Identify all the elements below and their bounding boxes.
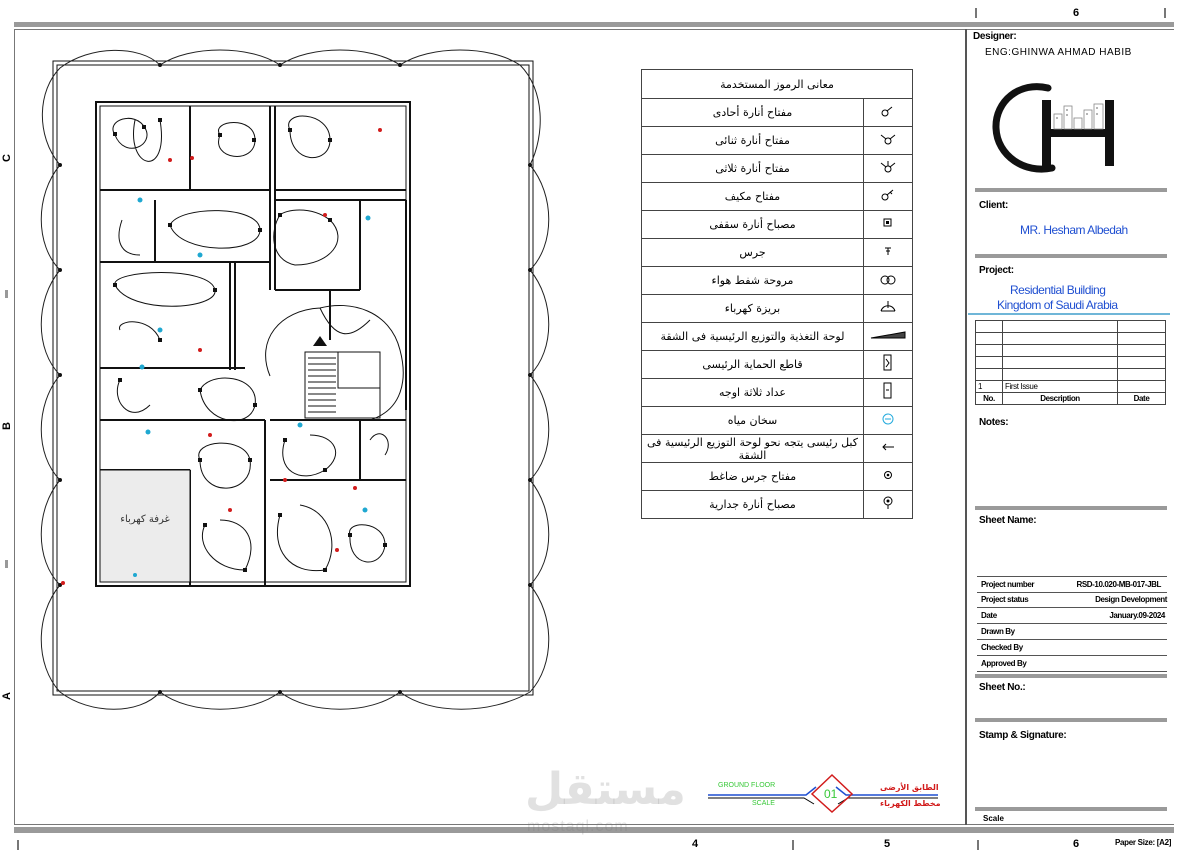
bell-push-icon	[864, 463, 913, 491]
revision-number: 1	[976, 381, 1003, 393]
revision-row	[976, 381, 1166, 393]
approved-by-label: Approved By	[981, 659, 1027, 668]
legend-row	[642, 379, 913, 407]
grid-letter: B	[0, 422, 13, 430]
drawing-title-arabic-2: مخطط الكهرباء	[880, 799, 941, 808]
grid-tick	[975, 8, 977, 18]
drawing-number: 01	[824, 787, 838, 801]
watermark-arabic: مستقل	[525, 764, 686, 815]
legend-row	[642, 127, 913, 155]
project-status-label: Project status	[981, 595, 1029, 604]
revision-header: No.	[976, 393, 1003, 405]
legend-label: جرس	[642, 239, 864, 267]
grid-tick	[792, 840, 794, 850]
client-name: MR. Hesham Albedah	[1020, 223, 1128, 237]
legend-row	[642, 351, 913, 379]
legend-row	[642, 323, 913, 351]
legend-row	[642, 211, 913, 239]
legend-row	[642, 99, 913, 127]
titleblock-divider-bar	[975, 254, 1167, 258]
grid-number-bottom: 5	[884, 838, 891, 850]
project-status-value: Design Development	[1095, 595, 1167, 604]
exhaust-fan-icon	[864, 267, 913, 295]
revision-header: Date	[1118, 393, 1166, 405]
stair-treads	[308, 358, 336, 412]
legend-row	[642, 239, 913, 267]
legend-label: مصباح أنارة جدارية	[642, 491, 864, 519]
frame-left-line	[14, 29, 15, 825]
revision-header: Description	[1003, 393, 1118, 405]
legend-label: مفتاح مكيف	[642, 183, 864, 211]
designer-name: ENG:GHINWA AHMAD HABIB	[985, 47, 1132, 58]
company-logo	[990, 76, 1140, 181]
legend-header-row	[642, 70, 913, 99]
single-switch-icon	[864, 99, 913, 127]
socket-icon	[864, 295, 913, 323]
date-value: January.09-2024	[1109, 611, 1165, 620]
grid-letter: A	[0, 692, 13, 700]
water-heater-icon	[864, 407, 913, 435]
client-label: Client:	[979, 200, 1009, 211]
legend-row	[642, 435, 913, 463]
legend-label: سخان مياه	[642, 407, 864, 435]
revision-description: First Issue	[1003, 381, 1118, 393]
project-title-line1: Residential Building	[1010, 283, 1106, 297]
drawing-title-scale: SCALE	[752, 800, 775, 807]
project-label: Project:	[979, 265, 1014, 276]
bell-icon	[864, 239, 913, 267]
ac-switch-icon	[864, 183, 913, 211]
legend-label: قاطع الحماية الرئيسى	[642, 351, 864, 379]
double-switch-icon	[864, 127, 913, 155]
revision-header-row	[976, 393, 1166, 405]
revision-row	[976, 345, 1166, 357]
project-number-label: Project number	[981, 580, 1035, 589]
project-underline	[968, 313, 1170, 315]
frame-top-line	[14, 29, 1174, 30]
legend-label: مفتاح جرس ضاغط	[642, 463, 864, 491]
revision-row	[976, 357, 1166, 369]
legend-label: مفتاح أنارة ثنائى	[642, 127, 864, 155]
legend-label: مروحة شفط هواء	[642, 267, 864, 295]
revision-row	[976, 333, 1166, 345]
drawing-title-floor: GROUND FLOOR	[718, 782, 776, 789]
legend-row	[642, 155, 913, 183]
grid-tick	[17, 840, 19, 850]
grid-tick	[1164, 8, 1166, 18]
titleblock-divider-bar	[975, 506, 1167, 510]
main-breaker-icon	[864, 351, 913, 379]
date-row	[977, 608, 1167, 624]
electric-room-label: غرفة كهرباء	[120, 514, 170, 525]
project-number-row	[977, 576, 1167, 593]
titleblock-divider-bar	[975, 674, 1167, 678]
legend-label: بريزة كهرباء	[642, 295, 864, 323]
scale-label: Scale	[983, 814, 1004, 823]
revision-table	[975, 320, 1166, 405]
titleblock-divider-bar	[975, 718, 1167, 722]
date-label: Date	[981, 611, 997, 620]
frame-top-bar	[14, 22, 1174, 27]
grid-number-bottom: 4	[692, 838, 699, 850]
wall-light-icon	[864, 491, 913, 519]
legend-row	[642, 407, 913, 435]
three-phase-meter-icon	[864, 379, 913, 407]
legend-row	[642, 183, 913, 211]
titleblock-divider	[965, 29, 967, 825]
drawn-by-row	[977, 624, 1167, 640]
site-boundary	[53, 61, 533, 695]
distribution-panel-icon	[864, 323, 913, 351]
stair-landing	[338, 352, 380, 388]
revision-row	[976, 369, 1166, 381]
drawing-title-arabic-1: الطابق الأرضى	[880, 783, 939, 792]
legend-label: لوحة التغذية والتوزيع الرئيسية فى الشقة	[642, 323, 864, 351]
paper-size: Paper Size: [A2]	[1115, 838, 1172, 847]
grid-letter: C	[0, 154, 13, 162]
drawn-by-label: Drawn By	[981, 627, 1015, 636]
legend-row	[642, 463, 913, 491]
grid-tick	[5, 290, 8, 298]
sheet-name-label: Sheet Name:	[979, 515, 1037, 526]
legend-label: مصباح أنارة سقفى	[642, 211, 864, 239]
legend-row	[642, 295, 913, 323]
grid-number-bottom: 6	[1073, 838, 1080, 850]
approved-by-row	[977, 656, 1167, 672]
floor-plan	[30, 40, 560, 720]
stamp-signature-label: Stamp & Signature:	[979, 730, 1067, 741]
legend-label: عداد ثلاثة اوجه	[642, 379, 864, 407]
project-title-line2: Kingdom of Saudi Arabia	[997, 298, 1118, 312]
symbol-legend	[641, 69, 913, 519]
legend-title: معانى الرموز المستخدمة	[642, 70, 913, 99]
ceiling-light-icon	[864, 211, 913, 239]
stair	[305, 352, 380, 418]
legend-label: مفتاح أنارة أحادى	[642, 99, 864, 127]
grid-tick	[977, 840, 979, 850]
electric-room	[100, 470, 190, 582]
titleblock-divider-bar	[975, 188, 1167, 192]
sheet-no-label: Sheet No.:	[979, 682, 1026, 693]
core-arcs	[266, 305, 404, 420]
cable-arrow-icon	[864, 435, 913, 463]
site-boundary-inner	[57, 65, 529, 691]
project-status-row	[977, 592, 1167, 608]
titleblock-divider-bar	[975, 807, 1167, 811]
legend-label: كبل رئيسى يتجه نحو لوحة التوزيع الرئيسية فى الشقة	[642, 435, 864, 463]
triple-switch-icon	[864, 155, 913, 183]
watermark-latin: mostaql.com	[527, 818, 629, 835]
revision-row	[976, 321, 1166, 333]
legend-label: مفتاح أنارة ثلاثى	[642, 155, 864, 183]
legend-row	[642, 491, 913, 519]
notes-label: Notes:	[979, 417, 1009, 428]
designer-label: Designer:	[973, 31, 1017, 42]
project-number-value: RSD-10.020-MB-017-JBL	[1076, 580, 1161, 589]
checked-by-label: Checked By	[981, 643, 1023, 652]
grid-tick	[5, 560, 8, 568]
grid-number-top: 6	[1073, 7, 1080, 19]
legend-row	[642, 267, 913, 295]
checked-by-row	[977, 640, 1167, 656]
